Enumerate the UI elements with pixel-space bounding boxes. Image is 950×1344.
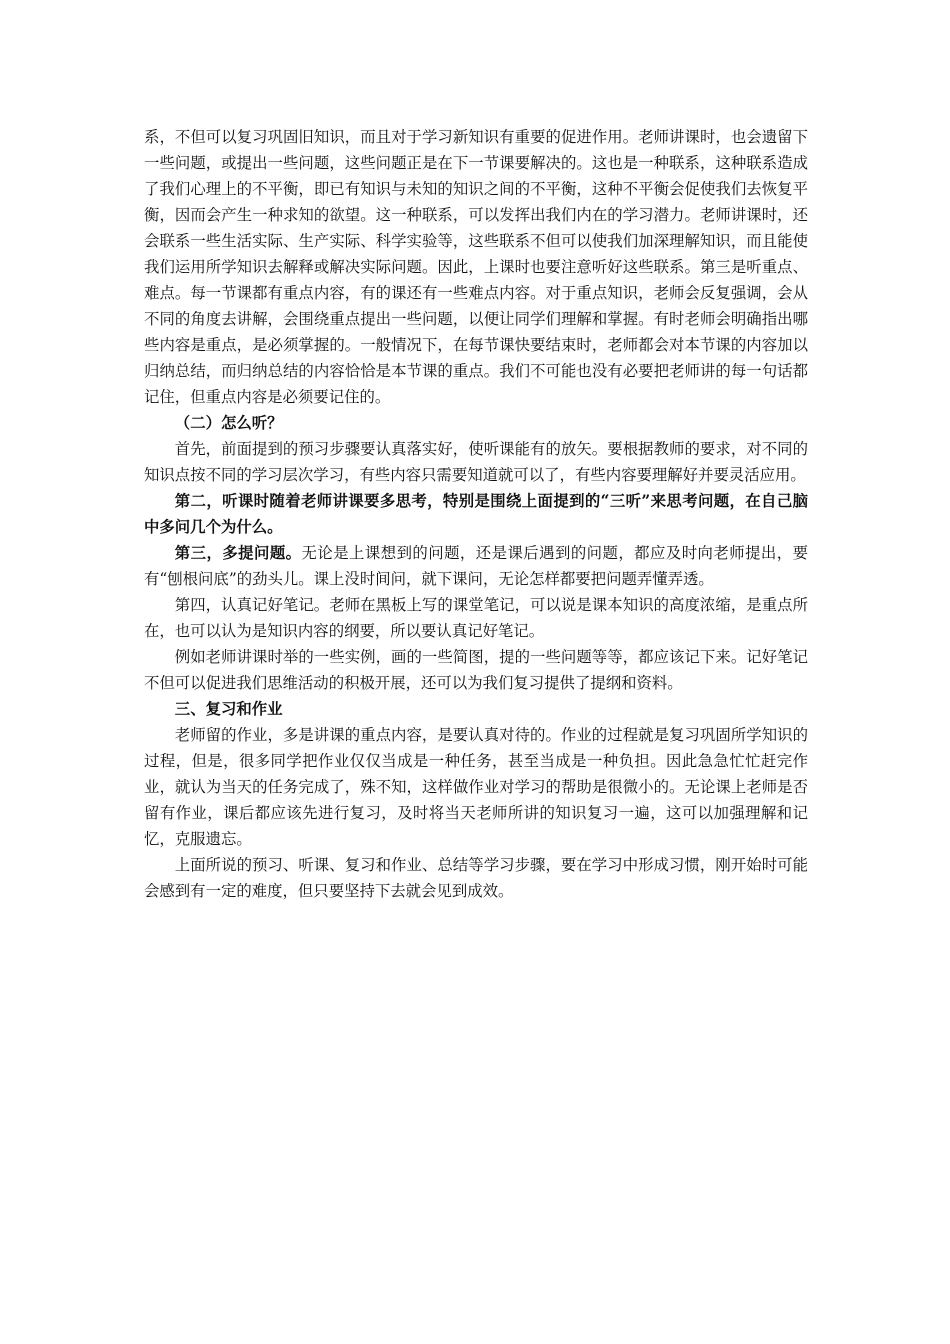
paragraph-first: 首先，前面提到的预习步骤要认真落实好，使听课能有的放矢。要根据教师的要求，对不同的知识点按不同的学习层次学习，有些内容只需要知道就可以了，有些内容要理解好并要灵活应用。 — [144, 440, 808, 484]
paragraph-fourth: 第四，认真记好笔记。老师在黑板上写的课堂笔记，可以说是课本知识的高度浓缩，是重点所在，也可以认为是知识内容的纲要，所以要认真记好笔记。 — [144, 596, 808, 640]
paragraph-example: 例如老师讲课时举的一些实例，画的一些简图，提的一些问题等等，都应该记下来。记好笔记不但可以促进我们思维活动的积极开展，还可以为我们复习提供了提纲和资料。 — [144, 648, 808, 692]
paragraph-third-lead: 第三，多提问题。 — [174, 544, 302, 562]
paragraph-third-body: 无论是上课想到的问题，还是课后遇到的问题，都应及时向老师提出，要有“刨根问底”的劲头儿。课上没时间问，就下课问，无论怎样都要把问题弄懂弄透。 — [144, 544, 808, 588]
document-page — [144, 124, 808, 904]
section-heading-review: 三、复习和作业 — [174, 700, 283, 718]
subheading-how-to-listen: （二）怎么听？ — [174, 414, 283, 432]
paragraph-third — [144, 540, 808, 592]
paragraph-second-bold: 第二，听课时随着老师讲课要多思考，特别是围绕上面提到的“三听”来思考问题，在自己脑中多问几个为什么。 — [144, 492, 808, 536]
paragraph-homework: 老师留的作业，多是讲课的重点内容，是要认真对待的。作业的过程就是复习巩固所学知识的过程，但是，很多同学把作业仅仅当成是一种任务，甚至当成是一种负担。因此急急忙忙赶完作业，就认为当天的任务完成了，殊不知，这样做作业对学习的帮助是很微小的。无论课上老师是否留有作业，课后都应该先进行复习，及时将当天老师所讲的知识复习一遍，这可以加强理解和记忆，克服遗忘。 — [144, 726, 808, 848]
paragraph-summary: 上面所说的预习、听课、复习和作业、总结等学习步骤，要在学习中形成习惯，刚开始时可能会感到有一定的难度，但只要坚持下去就会见到成效。 — [144, 856, 808, 900]
paragraph-continuation: 系，不但可以复习巩固旧知识，而且对于学习新知识有重要的促进作用。老师讲课时，也会遗留下一些问题，或提出一些问题，这些问题正是在下一节课要解决的。这也是一种联系，这种联系造成了我们心理上的不平衡，即已有知识与未知的知识之间的不平衡，这种不平衡会促使我们去恢复平衡，因而会产生一种求知的欲望。这一种联系，可以发挥出我们内在的学习潜力。老师讲课时，还会联系一些生活实际、生产实际、科学实验等，这些联系不但可以使我们加深理解知识，而且能使我们运用所学知识去解释或解决实际问题。因此，上课时也要注意听好这些联系。第三是听重点、难点。每一节课都有重点内容，有的课还有一些难点内容。对于重点知识，老师会反复强调，会从不同的角度去讲解，会围绕重点提出一些问题，以便让同学们理解和掌握。有时老师会明确指出哪些内容是重点，是必须掌握的。一般情况下，在每节课快要结束时，老师都会对本节课的内容加以归纳总结，而归纳总结的内容恰恰是本节课的重点。我们不可能也没有必要把老师讲的每一句话都记住，但重点内容是必须要记住的。 — [144, 128, 808, 406]
